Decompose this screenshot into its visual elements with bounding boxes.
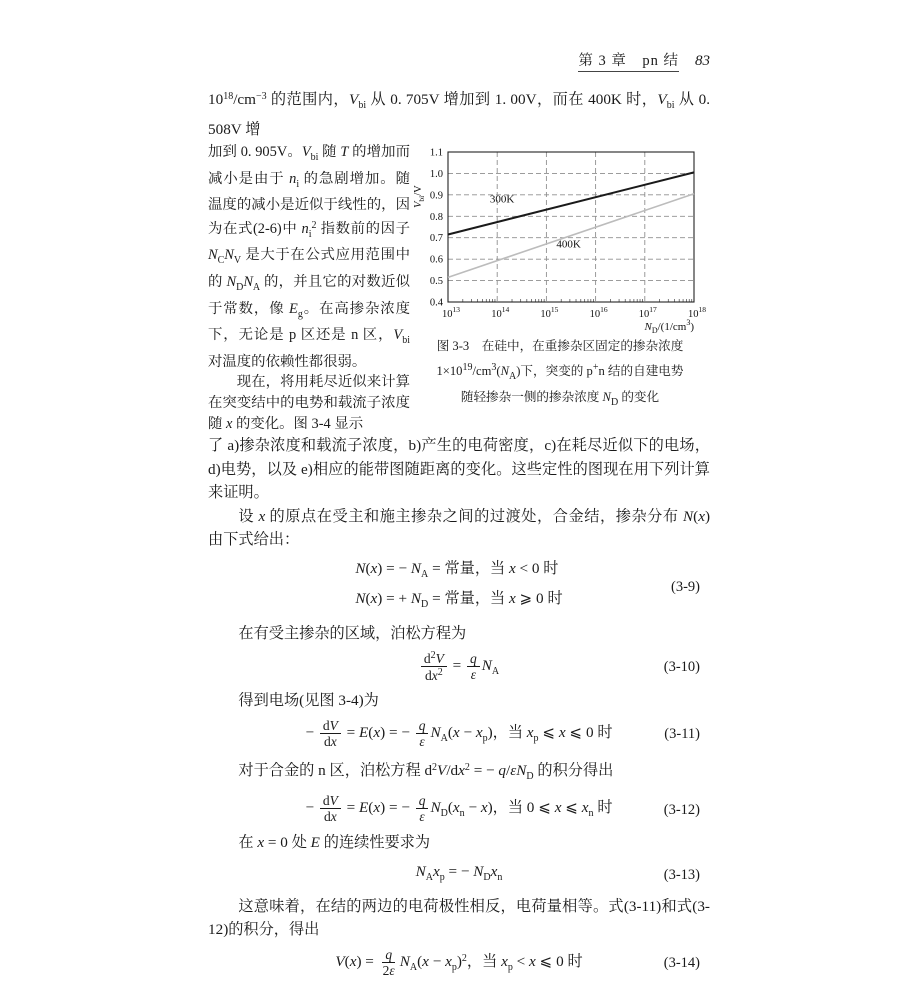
running-title: 第 3 章 pn 结 [578, 53, 679, 72]
svg-text:1013: $10^{13}$ [442, 305, 460, 320]
equation-body: − $\frac{dV}{dx}$ = E(x) = − $\frac{q}{\varepsilon}$ $N_A(x - x_p)$，当 $x_p$ ⩽ x ⩽ 0 时 [305, 717, 613, 749]
body-paragraph: 现在，将用耗尽近似来计算在突变结中的电势和载流子浓度随 x 的变化。图 3-4 显示 [208, 374, 410, 432]
body-paragraph: 在 x = 0 处 E 的连续性要求为 [238, 834, 431, 852]
equation-3-13 [208, 860, 710, 890]
equation-body: $N_Ax_p$ = − $N_Dx_n$ [415, 862, 503, 883]
figure-3-3 [410, 142, 710, 434]
equation-line: N(x) = − $N_A$ = 常量，当 x < 0 时 [355, 559, 559, 580]
svg-text:1015: $10^{15}$ [540, 305, 559, 320]
body-paragraph: 加到 0. 905V。$V_{bi}$ 随 T 的增加而减小是由于 $n_i$ 的急剧增加。随温度的减小是近似于线性的，因为在式(2-6)中 $n_i^2$ 指数前的因子 $N_CN_V$ 是大于在公式应用范围中的 $N_DN_A$ 的，并且它的对数近似于常数，像 $E_g$。在高掺杂浓度下，无论是 p 区还是 n 区，$V_{bi}$ 对温度的依赖性都很弱。 [208, 144, 410, 370]
svg-text:0.8: 0.8 [429, 211, 443, 223]
figure-caption-line: 图 3-3 在硅中，在重掺杂区固定的掺杂浓度 [436, 339, 684, 353]
body-paragraph: 得到电场(见图 3-4)为 [238, 692, 379, 710]
svg-text:0.6: 0.6 [429, 254, 443, 266]
svg-text:1.0: 1.0 [429, 168, 443, 180]
equation-body: − $\frac{dV}{dx}$ = E(x) = − $\frac{q}{\varepsilon}$ $N_D(x_n - x)$，当 0 ⩽ x ⩽ $x_n$ 时 [305, 793, 613, 825]
svg-text:1017: $10^{17}$ [638, 305, 657, 320]
svg-text:0.7: 0.7 [429, 233, 443, 245]
body-paragraph: $10^{18}/cm^{-3}$ 的范围内，$V_{bi}$ 从 0. 705V 增加到 1. 00V，而在 400K 时，$V_{bi}$ 从 0. 508V 增 [208, 91, 711, 138]
equation-body [355, 557, 562, 617]
equation-body: $\frac{d^2V}{dx^2}$ = $\frac{q}{\varepsilon}$ $N_A$ [419, 650, 499, 684]
svg-text:0.4: 0.4 [429, 297, 443, 309]
svg-text:1016: $10^{16}$ [589, 305, 608, 320]
figure-caption [410, 336, 710, 413]
svg-text:400K: 400K [556, 238, 581, 251]
vbi-vs-nd-chart [410, 142, 710, 334]
two-column-section [208, 142, 710, 434]
equation-3-10 [208, 650, 710, 684]
equation-number: (3-14) [663, 955, 700, 972]
svg-text:1.1: 1.1 [429, 147, 443, 159]
equation-3-11 [208, 718, 710, 751]
left-column [208, 142, 410, 434]
equation-number: (3-12) [663, 801, 700, 818]
svg-text:1018: $10^{18}$ [688, 305, 706, 320]
equation-3-14 [208, 947, 710, 980]
equation-line: N(x) = + $N_D$ = 常量，当 x ⩾ 0 时 [355, 589, 563, 610]
svg-text:1014: $10^{14}$ [491, 305, 510, 320]
page-header [208, 52, 710, 70]
svg-text:300K: 300K [489, 193, 515, 206]
equation-body: V(x) = $\frac{q}{2\varepsilon}$ $N_A(x - x_p)^2$，当 $x_p < x$ ⩽ 0 时 [335, 946, 583, 979]
body-paragraph: 了 a)掺杂浓度和载流子浓度，b)产生的电荷密度，c)在耗尽近似下的电场，d)电势，以及 e)相应的能带图随距离的变化。这些定性的图现在用下列计算来证明。 [208, 437, 710, 502]
svg-text:Vbi/V: $V_{bi}/V$ [413, 185, 426, 208]
body-paragraph: 这意味着，在结的两边的电荷极性相反，电荷量相等。式(3-11)和式(3-12)的积分，得出 [208, 897, 710, 939]
svg-text:0.5: 0.5 [429, 276, 443, 288]
figure-caption-line: 随轻掺杂一侧的掺杂浓度 $N_D$ 的变化 [460, 390, 660, 408]
equation-number: (3-10) [663, 659, 700, 676]
page-number: 83 [695, 53, 710, 69]
equation-3-9 [208, 557, 710, 617]
figure-caption-line: $1\times 10^{19}/cm^3(N_A)$下，突变的 p+n 结的自建电势 [436, 362, 684, 382]
svg-text:0.9: 0.9 [429, 190, 443, 202]
body-paragraph: 对于合金的 n 区，泊松方程 $d^2V/dx^2$ = − $q/\varepsilon N_D$ 的积分得出 [238, 761, 614, 782]
body-paragraph: 在有受主掺杂的区域，泊松方程为 [238, 624, 467, 642]
equation-3-12 [208, 793, 710, 826]
svg-text:ND/(1/cm3): $N_D/(1/cm^3)$ [644, 318, 694, 334]
page-content [208, 52, 710, 985]
equation-number: (3-13) [663, 866, 700, 883]
body-paragraph: 设 x 的原点在受主和施主掺杂之间的过渡处，合金结，掺杂分布 N(x) 由下式给出： [208, 507, 711, 549]
equation-number: (3-9) [671, 578, 700, 595]
equation-number: (3-11) [664, 726, 700, 743]
